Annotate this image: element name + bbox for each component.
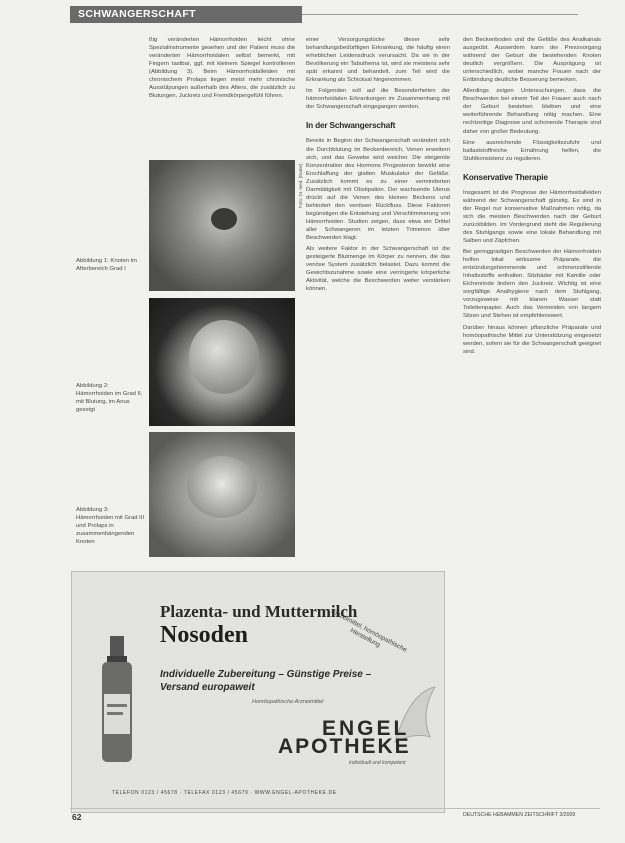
- ad-tagline-line: Individuelle Zubereitung – Günstige Preise –: [160, 669, 372, 680]
- figure-3-photo: [149, 432, 295, 557]
- photo-credit: Foto: Dr. med. [Name]: [298, 163, 303, 208]
- section-heading: In der Schwangerschaft: [306, 120, 396, 131]
- photo-detail: [189, 320, 259, 394]
- column-3-paragraph: Bei geringgradigen Beschwerden der Hämorrhoiden helfen lokal wirksame Präparate, die entzündungshemmende und schmerzstillende Inhaltsstoffe enthalten. Sitzbäder mit Kamille oder Eichenrinde lindern den Juckreiz. Wichtig ist eine sorgfältige Analhygiene nach dem Stuhlgang, vorzugsweise mit klarem Wasser statt Toilettenpapier. Auch das Vermeiden von langem Sitzen und Stehen ist empfehlenswert.: [463, 249, 601, 320]
- figure-1-photo: [149, 160, 295, 291]
- ad-tagline-line: Versand europaweit: [160, 682, 255, 693]
- column-2-paragraph: Im Folgenden soll auf die Besonderheiten der hämorrhoidalen Erkrankungen im Zusammenhang mit der Schwangerschaft eingegangen werden.: [306, 88, 450, 111]
- column-3-paragraph: Allerdings zeigen Untersuchungen, dass die Beschwerden bei einem Teil der Frauen auch nach der Geburt bestehen bleiben und eine weiterführende Behandlung nötig machen. Eine rechtzeitige Diagnose und schonende Therapie sind daher von großer Bedeutung.: [463, 88, 601, 135]
- ad-logo-line: APOTHEKE: [278, 735, 411, 758]
- section-title: SCHWANGERSCHAFT: [78, 8, 196, 20]
- photo-detail: [187, 456, 257, 518]
- column-1-paragraph: ßig veränderten Hämorrhoiden leicht ohne Spezialinstrumente gesehen und der Patient muss die veränderten Hämorrhoidalen selbst bemerkt, mit Fingern tastbar, ggf. mit kleinem Spiegel kontrollieren (Abbildung 3). Beim Hämorrhoidalleiden mit chronischem Prolaps liegen meist mehr chronische Ausstülpungen außerhalb des Afters, die zusätzlich zu Blutungen, Juckreiz und Fremdkörpergefühl führen.: [149, 37, 295, 100]
- figure-3-caption: Abbildung 3: Hämorrhoiden mit Grad III und Prolaps in zusammenhängenden Knoten: [76, 507, 145, 545]
- figure-2-photo: [149, 298, 295, 426]
- header-rule: [302, 14, 578, 15]
- footer-rule: [70, 808, 600, 809]
- column-2-paragraph: Als weitere Faktor in der Schwangerschaft ist die gesteigerte Blutmenge im Körper zu nennen, die das venöse System zusätzlich belastet. Dazu kommt die Gewichtszunahme sowie eine verringerte körperliche Aktivität, welche die Beschwerden weiter verstärken können.: [306, 246, 450, 293]
- section-heading: Konservative Therapie: [463, 171, 548, 182]
- advertisement: [71, 571, 445, 813]
- figure-1-caption: Abbildung 1: Knoten im Afterbereich Grad I: [76, 258, 137, 272]
- ad-title: Plazenta- und Muttermilch: [160, 602, 358, 621]
- column-2-paragraph: einer Versorgungslücke dieser sehr behandlungsbedürftigen Erkrankung, die häufig einen erheblichen Leidensdruck verursacht. Da sie in der Bevölkerung ein Tabuthema ist, wird sie meistens sehr spät erkannt und behandelt, zum Teil wird die Erkrankung als Schicksal hingenommen.: [306, 37, 450, 84]
- ad-badge: Einzelmittel, homöopathische Herstellung: [329, 607, 408, 654]
- bottle-icon: [94, 634, 140, 764]
- text-column-1: [149, 36, 295, 103]
- photo-detail: [211, 208, 237, 230]
- ad-contact-line: TELEFON 0123 / 45678 · TELEFAX 0123 / 45679 · WWW.ENGEL-APOTHEKE.DE: [112, 790, 337, 796]
- ad-product-name: Nosoden: [160, 622, 249, 648]
- text-column-3: [463, 36, 601, 359]
- ad-logo-slogan: individuell und kompetent: [349, 760, 406, 766]
- column-3-paragraph: Eine ausreichende Flüssigkeitszufuhr und ballaststoffreiche Ernährung helfen, die Stuhlkonsistenz zu regulieren.: [463, 139, 601, 162]
- column-3-paragraph: den Beckenboden und die Gefäße des Analkanals ausgeübt. Ausserdem kann der Pressvorgang während der Geburt die bestehenden Knoten deutlich vergrößern. Die Ausprägung ist unterschiedlich, wobei manche Frauen nach der Entbindung deutliche Besserung bemerken.: [463, 37, 601, 84]
- ad-note: Homöopathische Arzneimittel: [252, 699, 324, 705]
- ad-logo-line: ENGEL: [322, 717, 410, 740]
- column-3-paragraph: Darüber hinaus können pflanzliche Präparate und homöopathische Mittel zur Unterstützung eingesetzt werden, sofern sie für die Schwangerschaft geeignet sind.: [463, 324, 601, 355]
- column-3-paragraph: Insgesamt ist die Prognose der Hämorrhoidalleiden während der Schwangerschaft günstig. Es sind in der Regel nur konservative Maßnahmen nötig, da sich die meisten Beschwerden nach der Geburt zurückbilden. Im Vordergrund steht die Regulierung des Stuhlgangs sowie eine lokale Behandlung mit Salben und Zäpfchen.: [463, 189, 601, 245]
- text-column-2: [306, 36, 450, 296]
- section-header: [70, 6, 302, 23]
- magazine-name: DEUTSCHE HEBAMMEN ZEITSCHRIFT 3/2009: [463, 812, 576, 818]
- page-number: 62: [72, 812, 82, 822]
- figure-2-caption: Abbildung 2: Hämorrhoiden im Grad II, mit Blutung, im Anus gezeigt: [76, 383, 143, 413]
- ad-tagline: [160, 668, 371, 694]
- column-2-paragraph: Bereits in Beginn der Schwangerschaft verändert sich die Durchblutung im Beckenbereich, Venen erweitern sich, und das Gewebe wird weicher. Die steigende Konzentration des Hormons Progesteron bewirkt eine Erschlaffung der glatten Muskulatur der Gefäße. Zusätzlich kommt es zu einer verminderten Darmtätigkeit mit Obstipation. Der wachsende Uterus drückt auf die Venen des kleinen Beckens und behindert den venösen Rückfluss. Diese Faktoren begünstigen die Entstehung und Verschlimmerung von Hämorrhoiden. Studien zeigen, dass etwa ein Drittel aller Schwangeren im letzten Trimenon über Beschwerden klagt.: [306, 138, 450, 242]
